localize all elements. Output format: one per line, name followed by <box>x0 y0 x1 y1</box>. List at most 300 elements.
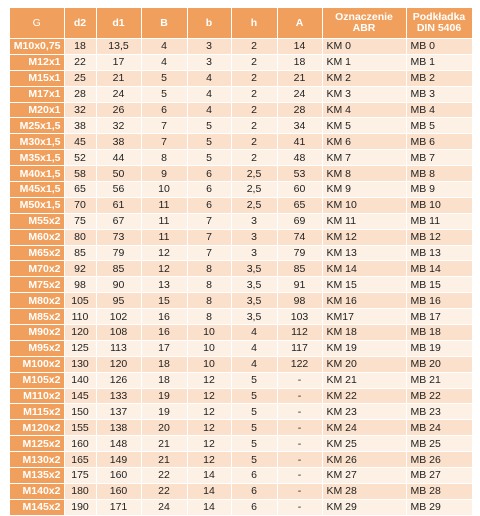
table-row <box>10 54 472 70</box>
b-lower-cell: 12 <box>187 404 231 420</box>
a-cell: 18 <box>277 54 322 70</box>
b-lower-cell: 14 <box>187 483 231 499</box>
table-row <box>10 166 472 182</box>
h-cell: 2 <box>231 150 277 166</box>
h-cell: 6 <box>231 499 277 515</box>
thread-cell: M65x2 <box>10 245 64 261</box>
header-d1: d1 <box>96 8 141 39</box>
d2-cell: 110 <box>64 309 96 325</box>
d1-cell: 160 <box>96 483 141 499</box>
thread-cell: M75x2 <box>10 277 64 293</box>
table-row <box>10 182 472 198</box>
abr-code-cell: KM 4 <box>322 102 406 118</box>
washer-code-cell: MB 13 <box>406 245 472 261</box>
b-upper-cell: 15 <box>141 293 187 309</box>
abr-code-cell: KM 2 <box>322 70 406 86</box>
b-upper-cell: 9 <box>141 166 187 182</box>
d2-cell: 70 <box>64 197 96 213</box>
washer-code-cell: MB 21 <box>406 372 472 388</box>
d2-cell: 98 <box>64 277 96 293</box>
abr-code-cell: KM 24 <box>322 420 406 436</box>
b-lower-cell: 12 <box>187 388 231 404</box>
header-podkladka-din: Podkładka DIN 5406 <box>406 8 472 39</box>
washer-code-cell: MB 6 <box>406 134 472 150</box>
washer-code-cell: MB 24 <box>406 420 472 436</box>
thread-cell: M12x1 <box>10 54 64 70</box>
a-cell: 60 <box>277 182 322 198</box>
b-lower-cell: 5 <box>187 150 231 166</box>
table-row <box>10 134 472 150</box>
b-lower-cell: 8 <box>187 293 231 309</box>
d1-cell: 24 <box>96 86 141 102</box>
a-cell: - <box>277 452 322 468</box>
b-lower-cell: 10 <box>187 340 231 356</box>
abr-code-cell: KM 16 <box>322 293 406 309</box>
h-cell: 4 <box>231 340 277 356</box>
h-cell: 6 <box>231 468 277 484</box>
b-lower-cell: 4 <box>187 70 231 86</box>
table-row <box>10 340 472 356</box>
b-upper-cell: 12 <box>141 245 187 261</box>
thread-cell: M90x2 <box>10 325 64 341</box>
abr-code-cell: KM 9 <box>322 182 406 198</box>
abr-code-cell: KM 5 <box>322 118 406 134</box>
a-cell: 53 <box>277 166 322 182</box>
b-upper-cell: 8 <box>141 150 187 166</box>
table-row <box>10 150 472 166</box>
thread-cell: M55x2 <box>10 213 64 229</box>
d2-cell: 150 <box>64 404 96 420</box>
b-lower-cell: 5 <box>187 118 231 134</box>
table-row <box>10 499 472 515</box>
table-row <box>10 309 472 325</box>
abr-code-cell: KM 26 <box>322 452 406 468</box>
h-cell: 2,5 <box>231 182 277 198</box>
b-upper-cell: 5 <box>141 86 187 102</box>
d1-cell: 102 <box>96 309 141 325</box>
thread-cell: M80x2 <box>10 293 64 309</box>
thread-cell: M105x2 <box>10 372 64 388</box>
d2-cell: 75 <box>64 213 96 229</box>
thread-cell: M115x2 <box>10 404 64 420</box>
abr-code-cell: KM 10 <box>322 197 406 213</box>
washer-code-cell: MB 27 <box>406 468 472 484</box>
abr-code-cell: KM 25 <box>322 436 406 452</box>
b-lower-cell: 10 <box>187 356 231 372</box>
b-upper-cell: 21 <box>141 436 187 452</box>
washer-code-cell: MB 4 <box>406 102 472 118</box>
thread-cell: M110x2 <box>10 388 64 404</box>
thread-cell: M45x1,5 <box>10 182 64 198</box>
washer-code-cell: MB 28 <box>406 483 472 499</box>
b-lower-cell: 14 <box>187 468 231 484</box>
b-lower-cell: 8 <box>187 261 231 277</box>
abr-code-cell: KM 0 <box>322 39 406 55</box>
table-row <box>10 229 472 245</box>
thread-cell: M20x1 <box>10 102 64 118</box>
d2-cell: 155 <box>64 420 96 436</box>
h-cell: 2,5 <box>231 166 277 182</box>
washer-code-cell: MB 16 <box>406 293 472 309</box>
abr-code-cell: KM 28 <box>322 483 406 499</box>
b-lower-cell: 3 <box>187 39 231 55</box>
h-cell: 3,5 <box>231 277 277 293</box>
d1-cell: 95 <box>96 293 141 309</box>
thread-cell: M85x2 <box>10 309 64 325</box>
d2-cell: 160 <box>64 436 96 452</box>
b-upper-cell: 7 <box>141 118 187 134</box>
washer-code-cell: MB 5 <box>406 118 472 134</box>
h-cell: 2 <box>231 54 277 70</box>
d2-cell: 140 <box>64 372 96 388</box>
a-cell: - <box>277 499 322 515</box>
d1-cell: 67 <box>96 213 141 229</box>
thread-cell: M125x2 <box>10 436 64 452</box>
b-upper-cell: 18 <box>141 356 187 372</box>
a-cell: - <box>277 388 322 404</box>
b-lower-cell: 5 <box>187 134 231 150</box>
b-lower-cell: 12 <box>187 436 231 452</box>
abr-code-cell: KM17 <box>322 309 406 325</box>
b-lower-cell: 7 <box>187 245 231 261</box>
a-cell: 69 <box>277 213 322 229</box>
d1-cell: 138 <box>96 420 141 436</box>
a-cell: 21 <box>277 70 322 86</box>
header-b-upper: B <box>141 8 187 39</box>
b-upper-cell: 6 <box>141 102 187 118</box>
table-row <box>10 468 472 484</box>
h-cell: 3,5 <box>231 261 277 277</box>
b-upper-cell: 11 <box>141 197 187 213</box>
thread-cell: M70x2 <box>10 261 64 277</box>
a-cell: - <box>277 372 322 388</box>
washer-code-cell: MB 0 <box>406 39 472 55</box>
table-row <box>10 404 472 420</box>
d1-cell: 44 <box>96 150 141 166</box>
d2-cell: 38 <box>64 118 96 134</box>
d2-cell: 52 <box>64 150 96 166</box>
b-lower-cell: 12 <box>187 420 231 436</box>
table-row <box>10 39 472 55</box>
h-cell: 5 <box>231 404 277 420</box>
abr-code-cell: KM 11 <box>322 213 406 229</box>
d2-cell: 65 <box>64 182 96 198</box>
h-cell: 5 <box>231 452 277 468</box>
h-cell: 2 <box>231 86 277 102</box>
a-cell: - <box>277 420 322 436</box>
h-cell: 3 <box>231 245 277 261</box>
thread-cell: M15x1 <box>10 70 64 86</box>
d1-cell: 56 <box>96 182 141 198</box>
table-row <box>10 388 472 404</box>
b-lower-cell: 4 <box>187 86 231 102</box>
b-lower-cell: 14 <box>187 499 231 515</box>
a-cell: - <box>277 468 322 484</box>
d1-cell: 120 <box>96 356 141 372</box>
table-row <box>10 436 472 452</box>
thread-cell: M95x2 <box>10 340 64 356</box>
b-upper-cell: 7 <box>141 134 187 150</box>
header-oznaczenie-abr: Oznaczenie ABR <box>322 8 406 39</box>
a-cell: - <box>277 483 322 499</box>
a-cell: 65 <box>277 197 322 213</box>
thread-cell: M10x0,75 <box>10 39 64 55</box>
abr-code-cell: KM 8 <box>322 166 406 182</box>
washer-code-cell: MB 9 <box>406 182 472 198</box>
a-cell: 28 <box>277 102 322 118</box>
b-upper-cell: 16 <box>141 325 187 341</box>
thread-cell: M50x1,5 <box>10 197 64 213</box>
washer-code-cell: MB 12 <box>406 229 472 245</box>
h-cell: 3 <box>231 213 277 229</box>
d2-cell: 92 <box>64 261 96 277</box>
washer-code-cell: MB 3 <box>406 86 472 102</box>
b-upper-cell: 19 <box>141 404 187 420</box>
d2-cell: 165 <box>64 452 96 468</box>
b-upper-cell: 4 <box>141 39 187 55</box>
b-upper-cell: 20 <box>141 420 187 436</box>
d2-cell: 28 <box>64 86 96 102</box>
b-upper-cell: 4 <box>141 54 187 70</box>
a-cell: 112 <box>277 325 322 341</box>
a-cell: 91 <box>277 277 322 293</box>
washer-code-cell: MB 29 <box>406 499 472 515</box>
h-cell: 5 <box>231 388 277 404</box>
h-cell: 4 <box>231 356 277 372</box>
abr-code-cell: KM 22 <box>322 388 406 404</box>
d1-cell: 90 <box>96 277 141 293</box>
b-upper-cell: 10 <box>141 182 187 198</box>
abr-code-cell: KM 6 <box>322 134 406 150</box>
d1-cell: 38 <box>96 134 141 150</box>
thread-cell: M35x1,5 <box>10 150 64 166</box>
washer-code-cell: MB 2 <box>406 70 472 86</box>
a-cell: - <box>277 404 322 420</box>
washer-code-cell: MB 19 <box>406 340 472 356</box>
b-lower-cell: 6 <box>187 166 231 182</box>
thread-cell: M60x2 <box>10 229 64 245</box>
d1-cell: 79 <box>96 245 141 261</box>
table-row <box>10 102 472 118</box>
table-header <box>10 8 472 39</box>
a-cell: 74 <box>277 229 322 245</box>
d2-cell: 175 <box>64 468 96 484</box>
b-lower-cell: 10 <box>187 325 231 341</box>
b-upper-cell: 17 <box>141 340 187 356</box>
b-upper-cell: 22 <box>141 468 187 484</box>
thread-cell: M130x2 <box>10 452 64 468</box>
d2-cell: 25 <box>64 70 96 86</box>
d1-cell: 171 <box>96 499 141 515</box>
h-cell: 2 <box>231 70 277 86</box>
a-cell: 98 <box>277 293 322 309</box>
h-cell: 3,5 <box>231 309 277 325</box>
washer-code-cell: MB 14 <box>406 261 472 277</box>
h-cell: 4 <box>231 325 277 341</box>
h-cell: 2 <box>231 134 277 150</box>
header-d2: d2 <box>64 8 96 39</box>
thread-cell: M40x1,5 <box>10 166 64 182</box>
h-cell: 6 <box>231 483 277 499</box>
h-cell: 2 <box>231 102 277 118</box>
b-upper-cell: 22 <box>141 483 187 499</box>
d2-cell: 85 <box>64 245 96 261</box>
table-row <box>10 277 472 293</box>
table-row <box>10 356 472 372</box>
d2-cell: 145 <box>64 388 96 404</box>
d1-cell: 21 <box>96 70 141 86</box>
d1-cell: 149 <box>96 452 141 468</box>
d2-cell: 80 <box>64 229 96 245</box>
d1-cell: 113 <box>96 340 141 356</box>
d1-cell: 26 <box>96 102 141 118</box>
thread-cell: M120x2 <box>10 420 64 436</box>
table-row <box>10 245 472 261</box>
thread-cell: M30x1,5 <box>10 134 64 150</box>
h-cell: 5 <box>231 436 277 452</box>
washer-code-cell: MB 25 <box>406 436 472 452</box>
d1-cell: 137 <box>96 404 141 420</box>
d2-cell: 58 <box>64 166 96 182</box>
d1-cell: 73 <box>96 229 141 245</box>
washer-code-cell: MB 18 <box>406 325 472 341</box>
header-a: A <box>277 8 322 39</box>
table-row <box>10 261 472 277</box>
d2-cell: 180 <box>64 483 96 499</box>
abr-code-cell: KM 13 <box>322 245 406 261</box>
a-cell: 122 <box>277 356 322 372</box>
washer-code-cell: MB 15 <box>406 277 472 293</box>
abr-code-cell: KM 19 <box>322 340 406 356</box>
b-lower-cell: 8 <box>187 277 231 293</box>
h-cell: 2,5 <box>231 197 277 213</box>
d1-cell: 148 <box>96 436 141 452</box>
b-upper-cell: 5 <box>141 70 187 86</box>
b-upper-cell: 19 <box>141 388 187 404</box>
header-h: h <box>231 8 277 39</box>
a-cell: 85 <box>277 261 322 277</box>
b-lower-cell: 12 <box>187 452 231 468</box>
h-cell: 2 <box>231 39 277 55</box>
abr-code-cell: KM 20 <box>322 356 406 372</box>
table-row <box>10 372 472 388</box>
b-upper-cell: 12 <box>141 261 187 277</box>
abr-code-cell: KM 12 <box>322 229 406 245</box>
abr-code-cell: KM 15 <box>322 277 406 293</box>
thread-cell: M25x1,5 <box>10 118 64 134</box>
d1-cell: 160 <box>96 468 141 484</box>
washer-code-cell: MB 8 <box>406 166 472 182</box>
nut-spec-table <box>10 8 473 516</box>
a-cell: 41 <box>277 134 322 150</box>
table-row <box>10 70 472 86</box>
table-row <box>10 483 472 499</box>
b-lower-cell: 12 <box>187 372 231 388</box>
washer-code-cell: MB 22 <box>406 388 472 404</box>
abr-code-cell: KM 21 <box>322 372 406 388</box>
spec-table-container <box>10 8 472 516</box>
h-cell: 3,5 <box>231 293 277 309</box>
abr-code-cell: KM 3 <box>322 86 406 102</box>
b-upper-cell: 16 <box>141 309 187 325</box>
b-lower-cell: 7 <box>187 229 231 245</box>
b-lower-cell: 4 <box>187 102 231 118</box>
d2-cell: 22 <box>64 54 96 70</box>
d1-cell: 32 <box>96 118 141 134</box>
d1-cell: 13,5 <box>96 39 141 55</box>
b-upper-cell: 18 <box>141 372 187 388</box>
table-row <box>10 420 472 436</box>
b-lower-cell: 6 <box>187 182 231 198</box>
washer-code-cell: MB 17 <box>406 309 472 325</box>
thread-cell: M140x2 <box>10 483 64 499</box>
d2-cell: 120 <box>64 325 96 341</box>
table-row <box>10 197 472 213</box>
d2-cell: 130 <box>64 356 96 372</box>
a-cell: 117 <box>277 340 322 356</box>
washer-code-cell: MB 23 <box>406 404 472 420</box>
d2-cell: 32 <box>64 102 96 118</box>
a-cell: 48 <box>277 150 322 166</box>
d2-cell: 190 <box>64 499 96 515</box>
b-upper-cell: 11 <box>141 229 187 245</box>
d1-cell: 133 <box>96 388 141 404</box>
d2-cell: 105 <box>64 293 96 309</box>
washer-code-cell: MB 10 <box>406 197 472 213</box>
table-row <box>10 293 472 309</box>
d1-cell: 17 <box>96 54 141 70</box>
washer-code-cell: MB 26 <box>406 452 472 468</box>
thread-cell: M17x1 <box>10 86 64 102</box>
table-row <box>10 213 472 229</box>
d2-cell: 18 <box>64 39 96 55</box>
h-cell: 3 <box>231 229 277 245</box>
d1-cell: 126 <box>96 372 141 388</box>
thread-cell: M145x2 <box>10 499 64 515</box>
table-row <box>10 118 472 134</box>
b-lower-cell: 8 <box>187 309 231 325</box>
d1-cell: 61 <box>96 197 141 213</box>
d2-cell: 125 <box>64 340 96 356</box>
abr-code-cell: KM 27 <box>322 468 406 484</box>
h-cell: 5 <box>231 420 277 436</box>
table-row <box>10 325 472 341</box>
b-upper-cell: 13 <box>141 277 187 293</box>
b-upper-cell: 21 <box>141 452 187 468</box>
d1-cell: 108 <box>96 325 141 341</box>
abr-code-cell: KM 23 <box>322 404 406 420</box>
abr-code-cell: KM 18 <box>322 325 406 341</box>
b-upper-cell: 24 <box>141 499 187 515</box>
header-g: G <box>10 8 64 39</box>
table-row <box>10 452 472 468</box>
a-cell: 79 <box>277 245 322 261</box>
d1-cell: 50 <box>96 166 141 182</box>
b-lower-cell: 7 <box>187 213 231 229</box>
a-cell: 34 <box>277 118 322 134</box>
washer-code-cell: MB 20 <box>406 356 472 372</box>
washer-code-cell: MB 1 <box>406 54 472 70</box>
h-cell: 2 <box>231 118 277 134</box>
header-row <box>10 8 472 39</box>
thread-cell: M135x2 <box>10 468 64 484</box>
thread-cell: M100x2 <box>10 356 64 372</box>
table-body <box>10 39 472 516</box>
d2-cell: 45 <box>64 134 96 150</box>
abr-code-cell: KM 29 <box>322 499 406 515</box>
h-cell: 5 <box>231 372 277 388</box>
a-cell: 14 <box>277 39 322 55</box>
